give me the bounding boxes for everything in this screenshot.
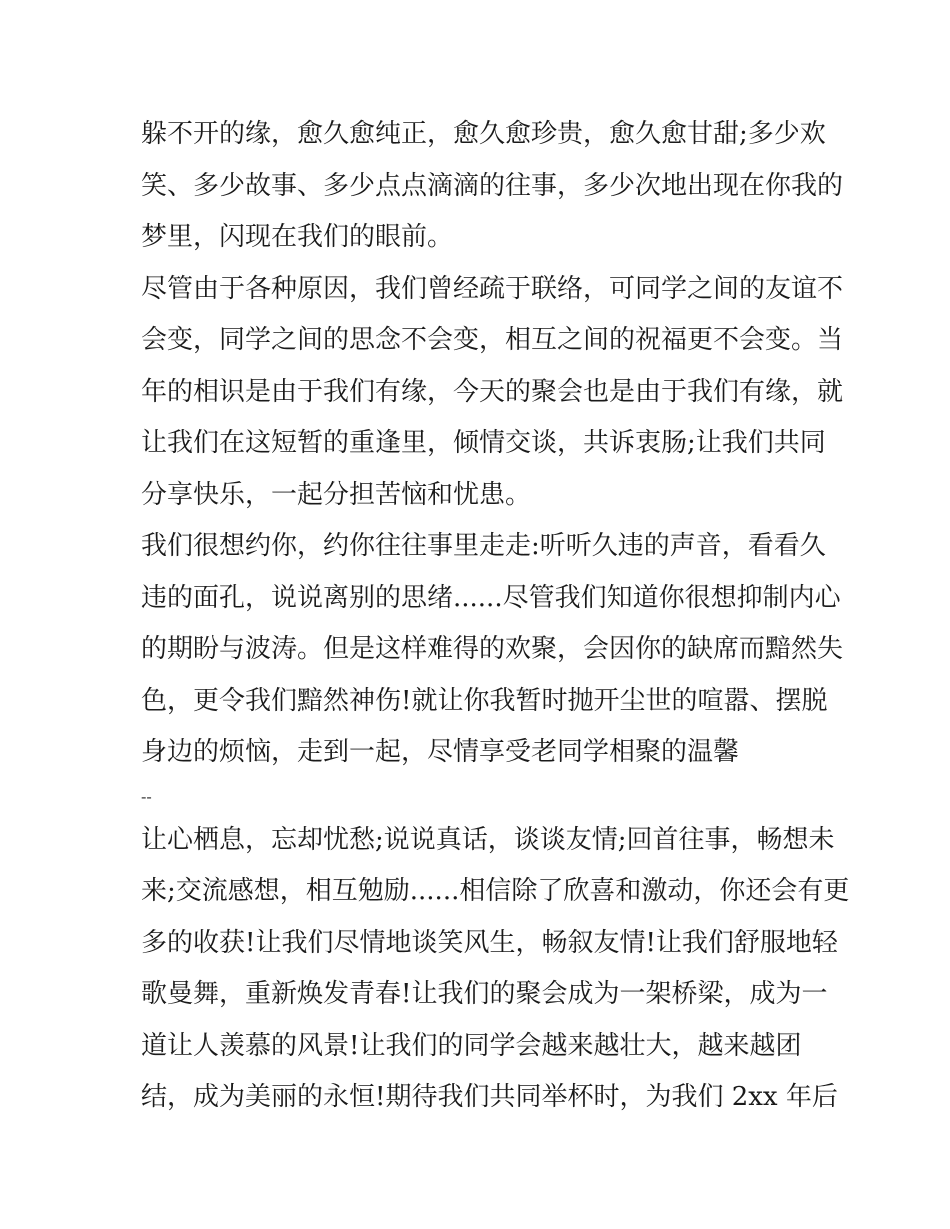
text-line: 色，更令我们黯然神伤!就让你我暂时抛开尘世的喧嚣、摆脱	[141, 685, 828, 716]
text-line: 身边的烦恼，走到一起，尽情享受老同学相聚的温馨	[141, 737, 740, 767]
text-line: 违的面孔，说说离别的思绪......尽管我们知道你很想抑制内心	[141, 582, 841, 613]
document-body	[141, 109, 850, 1124]
paragraph-1	[141, 109, 844, 264]
text-line: 来;交流感想，相互勉励......相信除了欣喜和激动，你还会有更	[141, 876, 850, 906]
text-line: 我们很想约你，约你往往事里走走:听听久违的声音，看看久	[141, 531, 826, 561]
paragraph-4	[141, 815, 850, 1124]
text-line: 让我们在这短暂的重逢里，倾情交谈，共诉衷肠;让我们共同	[141, 428, 826, 458]
text-line: 道让人羡慕的风景!让我们的同学会越来越壮大，越来越团	[141, 1030, 802, 1061]
paragraph-2	[141, 264, 844, 522]
text-line: 躲不开的缘，愈久愈纯正，愈久愈珍贵，愈久愈甘甜;多少欢	[141, 119, 826, 149]
text-line: 多的收获!让我们尽情地谈笑风生，畅叙友情!让我们舒服地轻	[141, 927, 838, 958]
paragraph-3	[141, 521, 844, 779]
text-line: 梦里，闪现在我们的眼前。	[141, 222, 454, 252]
text-line: 笑、多少故事、多少点点滴滴的往事，多少次地出现在你我的	[141, 170, 844, 201]
text-line: 让心栖息，忘却忧愁;说说真话，谈谈友情;回首往事，畅想未	[141, 824, 835, 855]
text-line: 会变，同学之间的思念不会变，相互之间的祝福更不会变。当	[141, 325, 844, 355]
text-line: 的期盼与波涛。但是这样难得的欢聚，会因你的缺席而黯然失	[141, 634, 844, 664]
section-separator: --	[141, 786, 152, 806]
text-line: 歌曼舞，重新焕发青春!让我们的聚会成为一架桥梁，成为一	[141, 979, 828, 1009]
text-line: 分享快乐，一起分担苦恼和忧患。	[141, 479, 532, 510]
text-line: 年的相识是由于我们有缘，今天的聚会也是由于我们有缘，就	[141, 376, 844, 407]
text-line: 尽管由于各种原因，我们曾经疏于联络，可同学之间的友谊不	[141, 273, 844, 304]
text-line: 结，成为美丽的永恒!期待我们共同举杯时，为我们 2xx 年后	[141, 1082, 838, 1112]
